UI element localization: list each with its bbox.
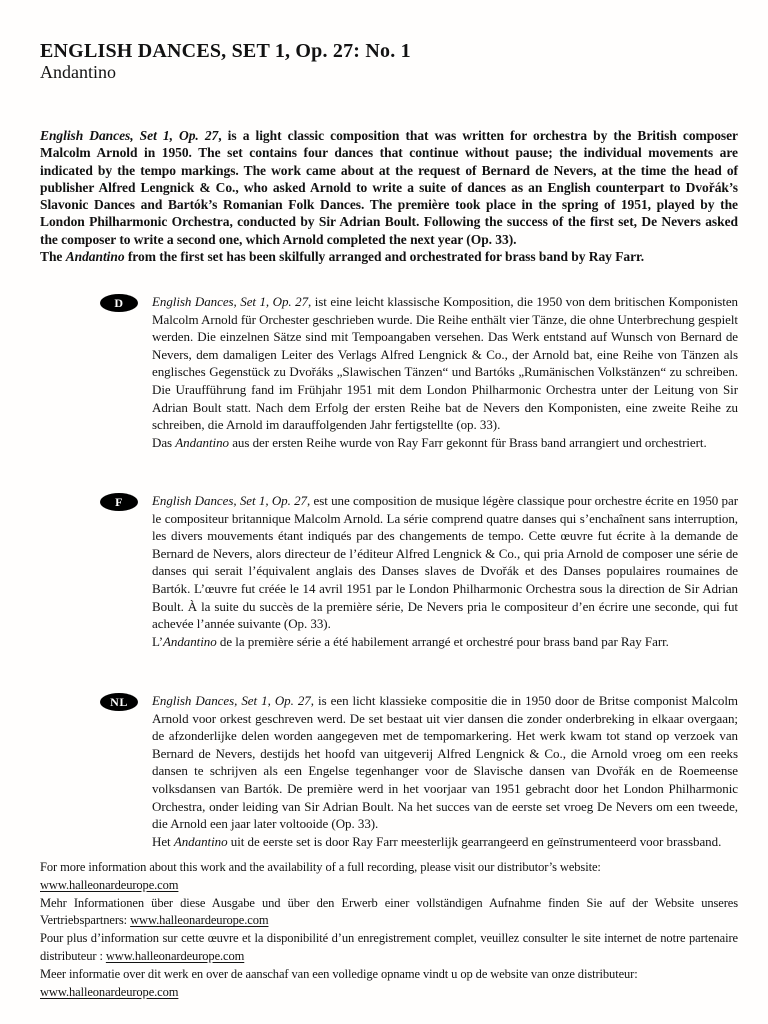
distributor-line-en	[40, 859, 738, 895]
distributor-link-fr[interactable]: www.halleonardeurope.com	[105, 948, 245, 963]
german-translation	[152, 293, 738, 451]
french-arranger-note	[152, 633, 738, 651]
distributor-line-nl	[40, 966, 738, 1002]
text-segment: Andantino	[173, 833, 228, 849]
text-segment: , is a light classic composition that was written for orchestra by the British composer Malcolm Arnold in 1950. The set contains four dances that continue without pause; the individual movements are indicated by the tempo markings. The work came about at the request of Bernard de Nevers, at the time the head of publisher Alfred Lengnick & Co., who asked Arnold to write a suite of dances as an English counterpart to Dvořák’s Slavonic Dances and Bartók’s Romanian Folk Dances. The première took place in the spring of 1951, played by the London Philharmonic Orchestra, conducted by Sir Adrian Boult. Following the success of the first set, De Nevers asked the composer to write a second one, which Arnold completed the next year (Op. 33).	[40, 128, 738, 247]
language-badge-f: F	[100, 493, 138, 511]
english-paragraph	[40, 127, 738, 248]
text-segment: de la première série a été habilement arrangé et orchestré pour brass band par Ray Farr.	[216, 633, 669, 649]
text-segment: English Dances, Set 1, Op. 27	[152, 294, 309, 309]
french-translation	[152, 492, 738, 650]
dutch-arranger-note	[152, 833, 738, 851]
distributor-text-en: For more information about this work and the availability of a full recording, please visit our distributor’s website:	[40, 860, 601, 874]
text-segment: , ist eine leicht klassische Komposition, die 1950 von dem britischen Komponisten Malcolm Arnold für Orchester geschrieben wurde. Die Reihe enthält vier Tänze, die ohne Unterbrechung gespielt werden. Die einzelnen Sätze sind mit Tempoangaben versehen. Das Werk entstand auf Wunsch von Bernard de Nevers, dem damaligen Leiter des Verlags Alfred Lengnick & Co., der Arnold bat, eine Reihe von Tänzen als englisches Gegenstück zu Dvořáks „Slawischen Tänzen“ und Bartóks „Rumänischen Volkstänzen“ zu schreiben. Die Uraufführung fand im Frühjahr 1951 mit dem London Philharmonic Orchestra unter der Leitung von Sir Adrian Boult statt. Nach dem Erfolg der ersten Reihe bat de Nevers den Komponisten, eine zweite Reihe zu schreiben, die Arnold im darauffolgenden Jahr fertigstellte (op. 33).	[152, 294, 738, 433]
text-segment: Het	[152, 833, 174, 849]
language-badge-d: D	[100, 294, 138, 312]
dutch-translation	[152, 692, 738, 850]
tempo-subtitle: Andantino	[40, 62, 116, 82]
german-arranger-note	[152, 434, 738, 452]
text-segment: Andantino	[162, 633, 217, 649]
text-segment: L’	[152, 633, 163, 649]
distributor-text-nl: Meer informatie over dit werk en over de aanschaf van een volledige opname vindt u op de website van onze distributeur:	[40, 966, 638, 981]
distributor-line-fr	[40, 930, 738, 966]
german-paragraph	[152, 293, 738, 434]
text-segment: Das	[152, 434, 176, 450]
distributor-link-en[interactable]: www.halleonardeurope.com	[40, 877, 179, 892]
text-segment: aus der ersten Reihe wurde von Ray Farr gekonnt für Brass band arrangiert und orchestriert.	[229, 434, 707, 450]
dutch-paragraph	[152, 692, 738, 833]
distributor-text-de: Mehr Informationen über diese Ausgabe und über den Erwerb einer vollständigen Aufnahme finden Sie auf der Website unseres Vertriebspartners:	[40, 895, 738, 928]
section-german	[100, 293, 738, 451]
text-segment: English Dances, Set 1, Op. 27	[152, 693, 311, 708]
english-arranger-note	[40, 248, 738, 265]
distributor-link-nl[interactable]: www.halleonardeurope.com	[40, 984, 179, 999]
distributor-link-de[interactable]: www.halleonardeurope.com	[130, 913, 269, 928]
text-segment: Andantino	[175, 434, 229, 450]
text-segment: from the first set has been skilfully arranged and orchestrated for brass band by Ray Farr.	[124, 249, 645, 265]
text-segment: uit de eerste set is door Ray Farr meesterlijk gearrangeerd en geïnstrumenteerd voor brassband.	[227, 833, 722, 849]
text-segment: Andantino	[65, 249, 125, 265]
text-segment: English Dances, Set 1, Op. 27	[152, 493, 308, 508]
distributor-text-fr: Pour plus d’information sur cette œuvre et la disponibilité d’un enregistrement complet, veuillez consulter le site internet de notre partenaire distributeur :	[40, 931, 738, 963]
text-segment: , est une composition de musique légère classique pour orchestre écrite en 1950 par le compositeur britannique Malcolm Arnold. La série comprend quatre danses qui s’enchaînent sans interruption, les divers mouvements étant indiqués par des changements de tempo. Cette œuvre fut écrite à la demande de Bernard de Nevers, alors directeur de l’éditeur Alfred Lengnick & Co., qui pria Arnold de composer une série de danses qui serait l’équivalent anglais des Danses slaves de Dvořák et des Danses populaires roumaines de Bartók. L’œuvre fut créée le 14 avril 1951 par le London Philharmonic Orchestra sous la direction de Sir Adrian Boult. À la suite du succès de la première série, De Nevers pria le compositeur d’en écrire une seconde, qui fut achevée l’année suivante (Op. 33).	[152, 493, 738, 632]
page-title: ENGLISH DANCES, SET 1, Op. 27: No. 1	[40, 40, 411, 62]
text-segment: The	[40, 249, 66, 265]
distributor-line-de	[40, 895, 738, 931]
section-french	[100, 492, 738, 650]
section-dutch	[100, 692, 738, 850]
distributor-info	[40, 859, 738, 1001]
french-paragraph	[152, 492, 738, 633]
text-segment: English Dances, Set 1, Op. 27	[40, 128, 219, 143]
language-badge-nl: NL	[100, 693, 138, 711]
english-program-note	[40, 127, 738, 265]
text-segment: , is een licht klassieke compositie die in 1950 door de Britse componist Malcolm Arnold voor orkest geschreven werd. De set bestaat uit vier dansen die zonder onderbreking in elkaar overgaan; de afzonderlijke delen worden aangegeven met de tempomarkering. Het werk kwam tot stand op verzoek van Bernard de Nevers, destijds het hoofd van uitgeverij Alfred Lengnick & Co., die Arnold vroeg om een reeks dansen te schrijven als een Engelse tegenhanger voor de Slavische dansen van Dvořák en de Roemeense volksdansen van Bartók. De première werd in het voorjaar van 1951 gebracht door het London Philharmonic Orchestra, onder leiding van Sir Adrian Boult. Na het succes van de eerste set vroeg De Nevers om een tweede, die Arnold een jaar later voltooide (Op. 33).	[152, 693, 738, 832]
